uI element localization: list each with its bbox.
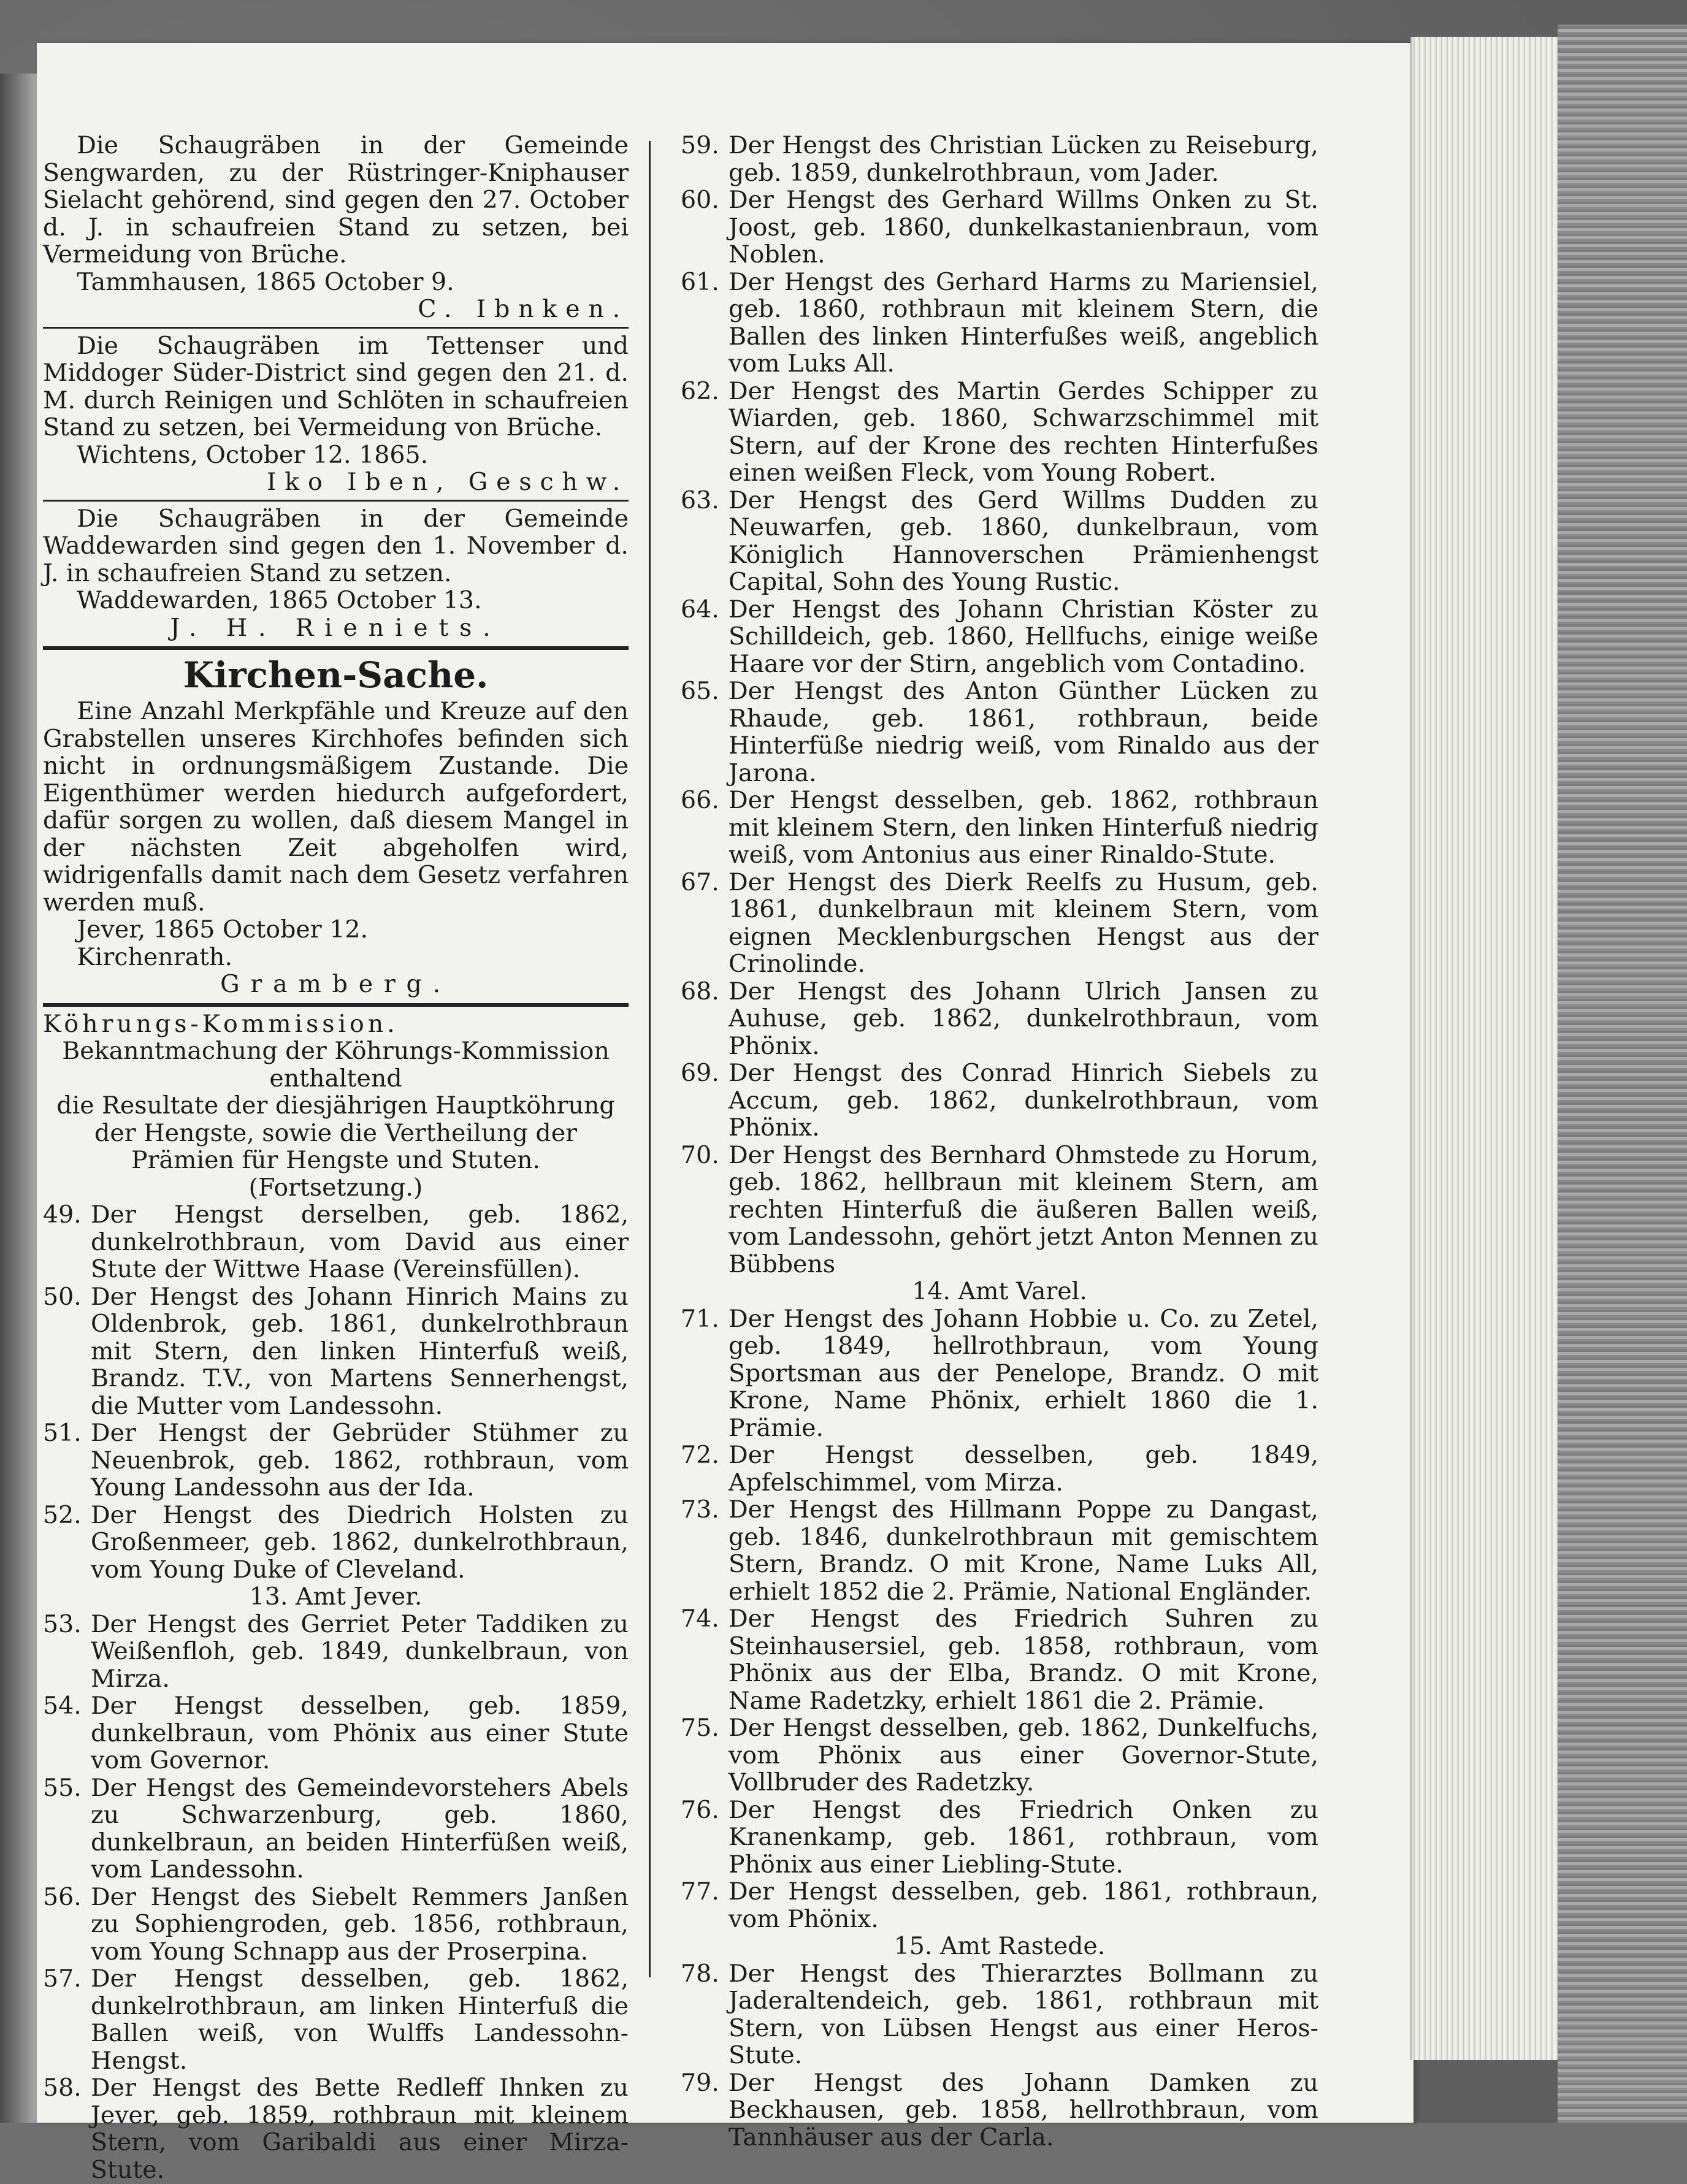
entry-text: Der Hengst desselben, geb. 1862, rothbraun mit kleinem Stern, den linken Hinterfuß niedrig weiß, vom Antonius aus einer Rinaldo-Stute. [729, 786, 1318, 869]
stallion-entry [43, 1692, 629, 1774]
koehrung-announcement [43, 1010, 629, 1202]
entry-text: Der Hengst des Dierk Reelfs zu Husum, geb. 1861, dunkelbraun mit kleinem Stern, vom eignen Mecklenburgschen Hengst aus der Crinolinde. [729, 868, 1318, 978]
entry-number: 61. [681, 267, 719, 296]
entry-number: 55. [43, 1773, 82, 1802]
entry-number: 78. [681, 1959, 719, 1988]
entry-number: 49. [43, 1201, 82, 1229]
entry-text: Der Hengst des Gerriet Peter Taddiken zu Weißenfloh, geb. 1849, dunkelbraun, von Mirza. [91, 1609, 629, 1693]
entry-text: Der Hengst derselben, geb. 1862, dunkelrothbraun, vom David aus einer Stute der Wittwe Haase (Vereinsfüllen). [91, 1201, 629, 1283]
entry-number: 66. [681, 786, 719, 814]
entry-number: 74. [681, 1605, 719, 1633]
notice-text: Eine Anzahl Merkpfähle und Kreuze auf den Grabstellen unseres Kirchhofes befinden sich nicht in ordnungsmäßigem Zustande. Die Eigenthümer werden hiedurch aufgefordert, dafür sorgen zu wollen, daß diesem Mangel in der nächsten Zeit abgeholfen wird, widrigenfalls damit nach dem Gesetz verfahren werden muß. [43, 697, 629, 917]
stallion-entry [681, 1714, 1318, 1796]
stallion-entry [681, 787, 1318, 869]
stallion-list [681, 1960, 1318, 2152]
stallion-entry [43, 1502, 629, 1584]
stallion-entry [43, 1884, 629, 1966]
section-heading: 15. Amt Rastede. [893, 1932, 1106, 1960]
stallion-list [681, 132, 1318, 1278]
entry-number: 72. [681, 1441, 719, 1469]
entry-text: Der Hengst des Johann Damken zu Beckhausen, geb. 1858, hellrothbraun, vom Tannhäuser aus der Carla. [729, 2068, 1318, 2152]
stallion-entry [681, 1496, 1318, 1605]
koehrung-title: enthaltend [269, 1064, 402, 1093]
entry-number: 70. [681, 1140, 719, 1169]
entry-text: Der Hengst desselben, geb. 1859, dunkelbraun, vom Phönix aus einer Stute vom Governor. [91, 1692, 629, 1774]
entry-text: Der Hengst des Friedrich Onken zu Kranenkamp, geb. 1861, rothbraun, vom Phönix aus einer Liebling-Stute. [729, 1795, 1318, 1879]
stallion-list [43, 1201, 629, 1583]
notice-dateline: Wichtens, October 12. 1865. [77, 440, 429, 469]
notice-signature: J. H. Rieniets. [170, 613, 502, 642]
section-heading: 13. Amt Jever. [249, 1583, 423, 1611]
stallion-entry [681, 1060, 1318, 1142]
notice-dateline: Waddewarden, 1865 October 13. [77, 586, 482, 614]
stallion-entry [681, 1960, 1318, 2069]
entry-number: 73. [681, 1495, 719, 1524]
notice-body: Kirchenrath. [77, 942, 232, 971]
entry-number: 54. [43, 1692, 82, 1720]
entry-text: Der Hengst des Conrad Hinrich Siebels zu Accum, geb. 1862, dunkelrothbraun, vom Phönix. [729, 1059, 1318, 1142]
stallion-entry [681, 1142, 1318, 1278]
notice-text: Die Schaugräben in der Gemeinde Waddewarden sind gegen den 1. November d. J. in schaufreien Stand zu setzen. [43, 504, 629, 587]
separator-rule-thick [43, 646, 629, 650]
entry-text: Der Hengst des Siebelt Remmers Janßen zu Sophiengroden, geb. 1856, rothbraun, vom Young Schnapp aus der Proserpina. [91, 1882, 629, 1966]
entry-text: Der Hengst des Johann Hinrich Mains zu Oldenbrok, geb. 1861, dunkelrothbraun mit Stern, den linken Hinterfuß weiß, Brandz. T.V., von Martens Sennerhengst, die Mutter vom Landessohn. [91, 1282, 629, 1420]
koehrung-title: Bekanntmachung der Köhrungs-Kommission [62, 1037, 610, 1065]
notice-signature: Iko Iben, Geschw. [266, 468, 629, 496]
stallion-entry [681, 1878, 1318, 1933]
entry-number: 58. [43, 2074, 82, 2102]
notice-text: Die Schaugräben im Tettenser und Middoger Süder-District sind gegen den 21. d. M. durch Reinigen und Schlöten in schaufreien Stand zu setzen, bei Vermeidung von Brüche. [43, 331, 629, 441]
entry-text: Der Hengst des Bette Redleff Ihnken zu Jever, geb. 1859, rothbraun mit kleinem Stern, vom Garibaldi aus einer Mirza-Stute. [91, 2074, 629, 2184]
stallion-entry [681, 2069, 1318, 2152]
stallion-entry [681, 596, 1318, 678]
koehrung-continuation: (Fortsetzung.) [248, 1173, 423, 1202]
entry-number: 65. [681, 677, 719, 705]
entry-text: Der Hengst desselben, geb. 1862, Dunkelfuchs, vom Phönix aus einer Governor-Stute, Vollbruder des Radetzky. [729, 1714, 1318, 1796]
notice-kirchen-sache [43, 654, 629, 998]
entry-number: 76. [681, 1795, 719, 1824]
entry-number: 63. [681, 486, 719, 514]
entry-text: Der Hengst desselben, geb. 1849, Apfelschimmel, vom Mirza. [729, 1441, 1318, 1497]
entry-number: 60. [681, 186, 719, 214]
stallion-entry [681, 1305, 1318, 1442]
separator-rule-thick [43, 1003, 629, 1007]
stallion-entry [681, 132, 1318, 186]
separator-rule [43, 500, 629, 502]
entry-text: Der Hengst desselben, geb. 1861, rothbraun, vom Phönix. [729, 1877, 1318, 1933]
stallion-entry [681, 869, 1318, 978]
entry-number: 64. [681, 595, 719, 624]
stallion-list [681, 1305, 1318, 1933]
entry-number: 53. [43, 1609, 82, 1638]
entry-text: Der Hengst desselben, geb. 1862, dunkelrothbraun, am linken Hinterfuß die Ballen weiß, von Wulffs Landessohn-Hengst. [91, 1964, 629, 2075]
entry-number: 52. [43, 1500, 82, 1529]
entry-text: Der Hengst des Diedrich Holsten zu Großenmeer, geb. 1862, dunkelrothbraun, vom Young Duke of Cleveland. [91, 1500, 629, 1584]
koehrung-label: Köhrungs-Kommission. [43, 1009, 399, 1038]
notice-signature: Gramberg. [220, 970, 451, 998]
notice-sengwarden [43, 132, 629, 323]
entry-number: 71. [681, 1304, 719, 1333]
notice-dateline: Jever, 1865 October 12. [77, 915, 369, 944]
entry-text: Der Hengst des Johann Ulrich Jansen zu Auhuse, geb. 1862, dunkelrothbraun, vom Phönix. [729, 977, 1318, 1060]
stallion-entry [681, 978, 1318, 1060]
notice-dateline: Tammhausen, 1865 October 9. [77, 267, 454, 296]
stallion-entry [681, 1441, 1318, 1496]
stallion-entry [43, 1965, 629, 2074]
stallion-entry [43, 1201, 629, 1283]
column-divider [649, 141, 651, 1977]
stallion-entry [681, 1796, 1318, 1879]
entry-number: 50. [43, 1282, 82, 1311]
notice-tettens [43, 332, 629, 496]
left-column [43, 132, 629, 2183]
stallion-entry [681, 487, 1318, 596]
book-cover-edge [1558, 25, 1687, 2123]
entry-number: 79. [681, 2068, 719, 2097]
stallion-entry [681, 678, 1318, 787]
koehrung-title: die Resultate der diesjährigen Hauptköhrung der Hengste, sowie die Vertheilung der Prämien für Hengste und Stuten. [56, 1091, 615, 1174]
stallion-entry [681, 186, 1318, 269]
stallion-entry [43, 1774, 629, 1884]
entry-number: 56. [43, 1882, 82, 1911]
entry-text: Der Hengst des Martin Gerdes Schipper zu Wiarden, geb. 1860, Schwarzschimmel mit Stern, auf der Krone des rechten Hinterfußes einen weißen Fleck, vom Young Robert. [729, 376, 1318, 487]
entry-text: Der Hengst des Hillmann Poppe zu Dangast, geb. 1846, dunkelrothbraun mit gemischtem Stern, Brandz. O mit Krone, Name Luks All, erhielt 1852 die 2. Prämie, National Engländer. [729, 1495, 1318, 1606]
entry-text: Der Hengst des Gerhard Willms Onken zu St. Joost, geb. 1860, dunkelkastanienbraun, vom Noblen. [729, 186, 1318, 269]
entry-number: 59. [681, 131, 719, 159]
entry-number: 77. [681, 1877, 719, 1906]
section-heading: Kirchen-Sache. [183, 654, 489, 696]
entry-text: Der Hengst des Friedrich Suhren zu Steinhausersiel, geb. 1858, rothbraun, vom Phönix aus der Elba, Brandz. O mit Krone, Name Radetzky, erhielt 1861 die 2. Prämie. [729, 1605, 1318, 1715]
entry-text: Der Hengst des Gerd Willms Dudden zu Neuwarfen, geb. 1860, dunkelbraun, vom Königlich Hannoverschen Prämienhengst Capital, Sohn des Young Rustic. [729, 486, 1318, 596]
stallion-entry [43, 2074, 629, 2183]
entry-text: Der Hengst des Gemeindevorstehers Abels zu Schwarzenburg, geb. 1860, dunkelbraun, an beiden Hinterfüßen weiß, vom Landessohn. [91, 1773, 629, 1884]
entry-text: Der Hengst des Bernhard Ohmstede zu Horum, geb. 1862, hellbraun mit kleinem Stern, am rechten Hinterfuß die äußeren Ballen weiß, vom Landessohn, gehört jetzt Anton Mennen zu Bübbens [729, 1140, 1318, 1278]
entry-text: Der Hengst des Anton Günther Lücken zu Rhaude, geb. 1861, rothbraun, beide Hinterfüße niedrig weiß, vom Rinaldo aus der Jarona. [729, 677, 1318, 787]
page-stack-edge [1410, 37, 1571, 2060]
stallion-entry [43, 1283, 629, 1420]
separator-rule [43, 327, 629, 329]
entry-text: Der Hengst des Johann Christian Köster zu Schilldeich, geb. 1860, Hellfuchs, einige weiße Haare vor der Stirn, angeblich vom Contadino. [729, 595, 1318, 678]
entry-number: 75. [681, 1714, 719, 1742]
entry-text: Der Hengst des Christian Lücken zu Reiseburg, geb. 1859, dunkelrothbraun, vom Jader. [729, 131, 1318, 187]
entry-number: 57. [43, 1964, 82, 1993]
entry-number: 68. [681, 977, 719, 1006]
entry-text: Der Hengst der Gebrüder Stühmer zu Neuenbrok, geb. 1862, rothbraun, vom Young Landessohn aus der Ida. [91, 1419, 629, 1502]
stallion-entry [681, 1605, 1318, 1714]
stallion-entry [681, 378, 1318, 487]
entry-text: Der Hengst des Johann Hobbie u. Co. zu Zetel, geb. 1849, hellrothbraun, vom Young Sportsman aus der Penelope, Brandz. O mit Krone, Name Phönix, erhielt 1860 die 1. Prämie. [729, 1304, 1318, 1442]
section-heading: 14. Amt Varel. [912, 1277, 1087, 1305]
notice-waddewarden [43, 505, 629, 642]
notice-text: Die Schaugräben in der Gemeinde Sengwarden, zu der Rüstringer-Kniphauser Sielacht gehörend, sind gegen den 27. October d. J. in schaufreien Stand zu setzen, bei Vermeidung von Brüche. [43, 131, 629, 269]
notice-signature: C. Ibnken. [418, 295, 629, 323]
right-column [681, 132, 1318, 2151]
entry-text: Der Hengst des Gerhard Harms zu Mariensiel, geb. 1860, rothbraun mit kleinem Stern, die Ballen des linken Hinterfußes weiß, angeblich vom Luks All. [729, 267, 1318, 378]
stallion-list [43, 1611, 629, 2184]
entry-number: 69. [681, 1059, 719, 1087]
entry-text: Der Hengst des Thierarztes Bollmann zu Jaderaltendeich, geb. 1861, rothbraun mit Stern, von Lübsen Hengst aus einer Heros-Stute. [729, 1959, 1318, 2069]
entry-number: 67. [681, 868, 719, 896]
entry-number: 51. [43, 1419, 82, 1447]
stallion-entry [43, 1419, 629, 1502]
stallion-entry [43, 1611, 629, 1693]
stallion-entry [681, 269, 1318, 378]
entry-number: 62. [681, 376, 719, 405]
